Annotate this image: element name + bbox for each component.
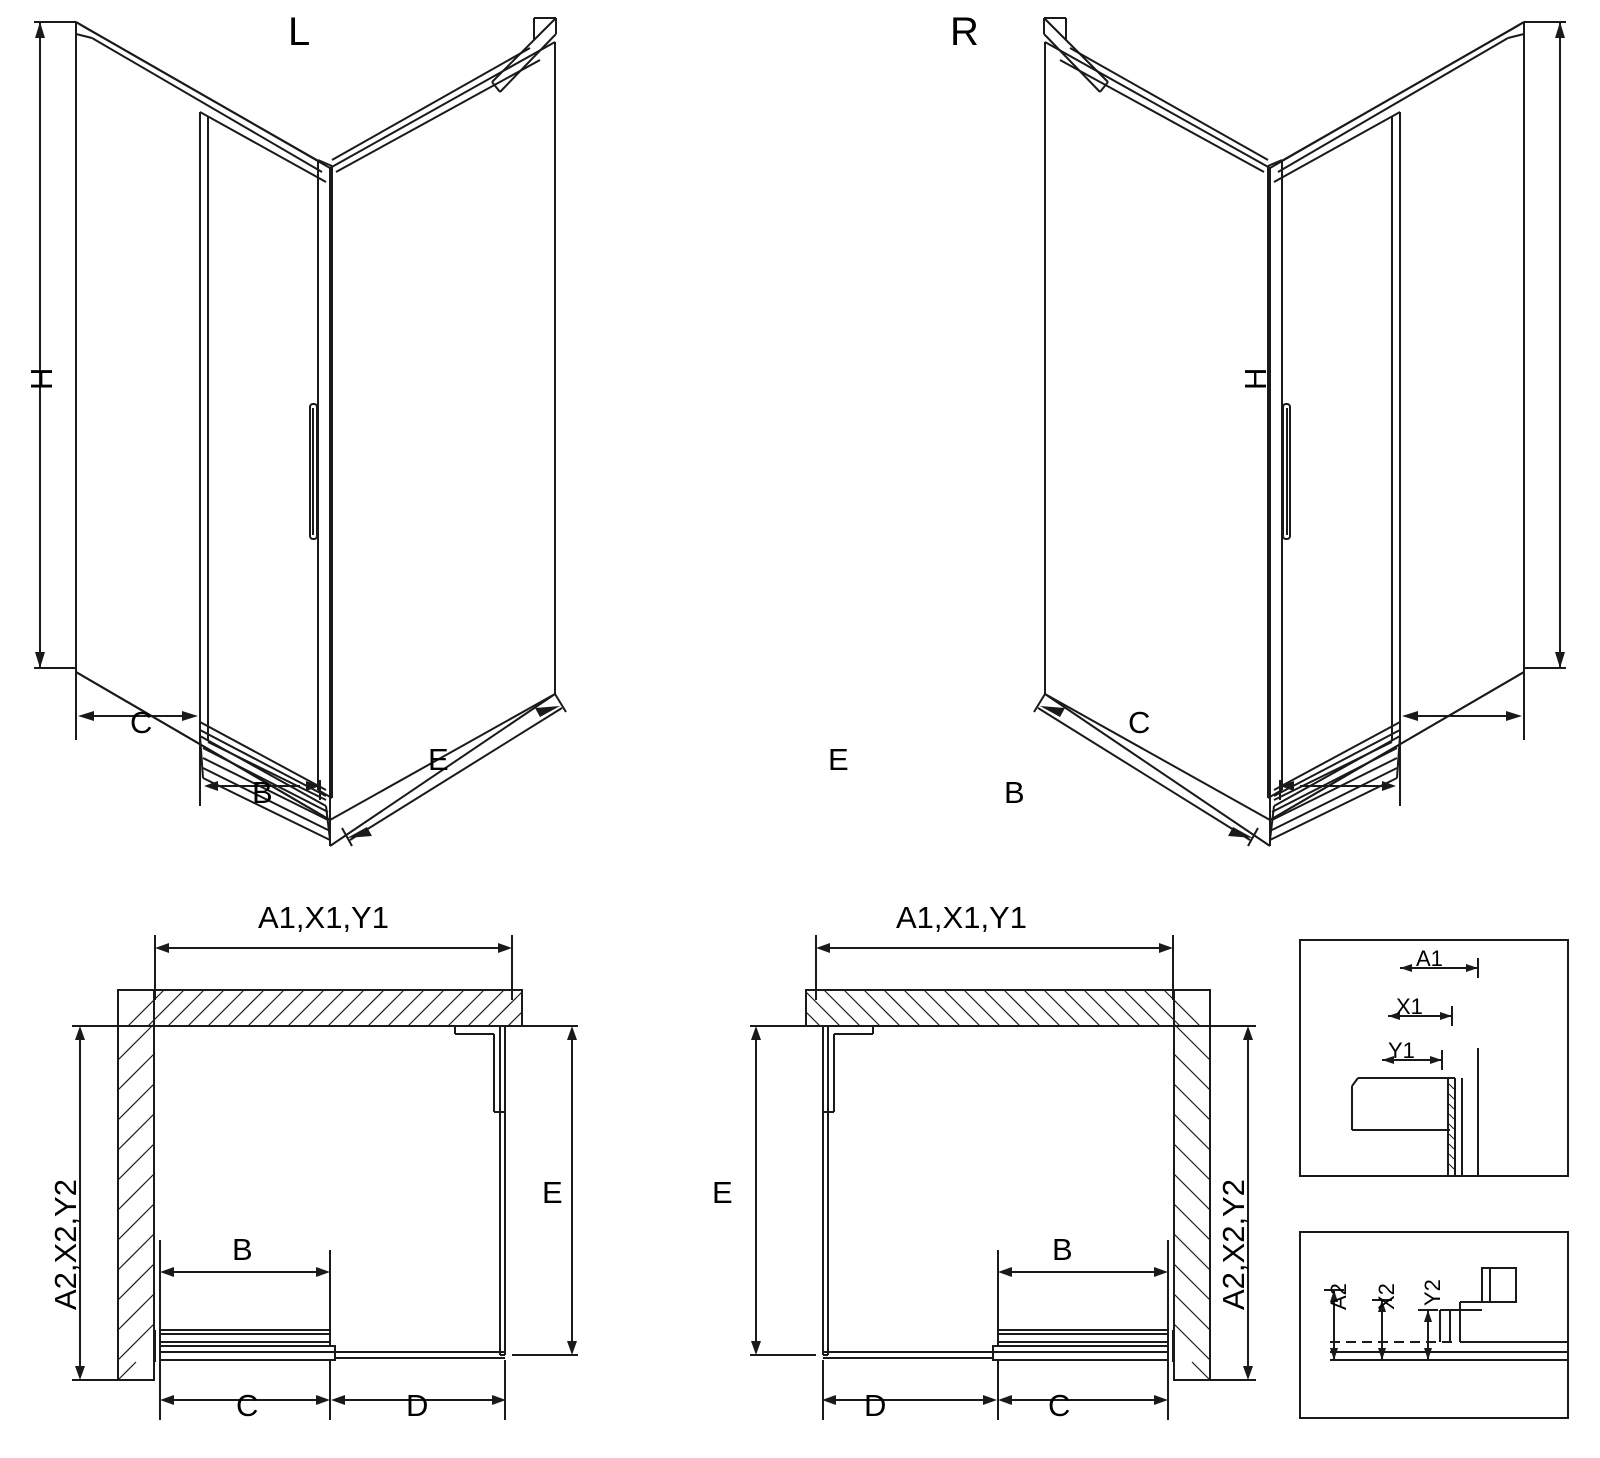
- plan-right-d-label: D: [864, 1388, 887, 1423]
- plan-right-e-label: E: [712, 1175, 733, 1210]
- detail-y2-label: Y2: [1420, 1279, 1445, 1306]
- detail-y1-label: Y1: [1388, 1038, 1415, 1063]
- plan-left-c-label: C: [236, 1388, 259, 1423]
- iso-left-view: [34, 18, 566, 846]
- plan-left-d-label: D: [406, 1388, 429, 1423]
- iso-left-height-label: H: [24, 367, 59, 390]
- iso-right-height-label: H: [1238, 367, 1273, 390]
- detail-a2-label: A2: [1326, 1283, 1351, 1310]
- plan-left-b-label: B: [232, 1232, 253, 1267]
- iso-left-b-label: B: [252, 775, 273, 810]
- detail-top-view: [1300, 940, 1568, 1176]
- iso-right-b-label: B: [1004, 775, 1025, 810]
- detail-x2-label: X2: [1374, 1283, 1399, 1310]
- iso-right-c-label: C: [1128, 705, 1151, 740]
- plan-left-side-dim-label: A2,X2,Y2: [48, 1179, 83, 1310]
- plan-right-top-dim-label: A1,X1,Y1: [896, 900, 1027, 935]
- plan-left-view: [72, 935, 578, 1420]
- iso-left-title: L: [288, 10, 311, 54]
- iso-left-c-label: C: [130, 705, 153, 740]
- plan-left-top-dim-label: A1,X1,Y1: [258, 900, 389, 935]
- plan-right-b-label: B: [1052, 1232, 1073, 1267]
- iso-right-title: R: [950, 10, 979, 54]
- detail-x1-label: X1: [1396, 994, 1423, 1019]
- iso-right-view: [1034, 18, 1566, 846]
- iso-right-e-label: E: [828, 742, 849, 777]
- plan-right-side-dim-label: A2,X2,Y2: [1216, 1179, 1251, 1310]
- detail-bottom-view: [1300, 1232, 1568, 1418]
- plan-right-view: [750, 935, 1256, 1420]
- iso-left-e-label: E: [428, 742, 449, 777]
- plan-right-c-label: C: [1048, 1388, 1071, 1423]
- plan-left-e-label: E: [542, 1175, 563, 1210]
- detail-a1-label: A1: [1416, 946, 1443, 971]
